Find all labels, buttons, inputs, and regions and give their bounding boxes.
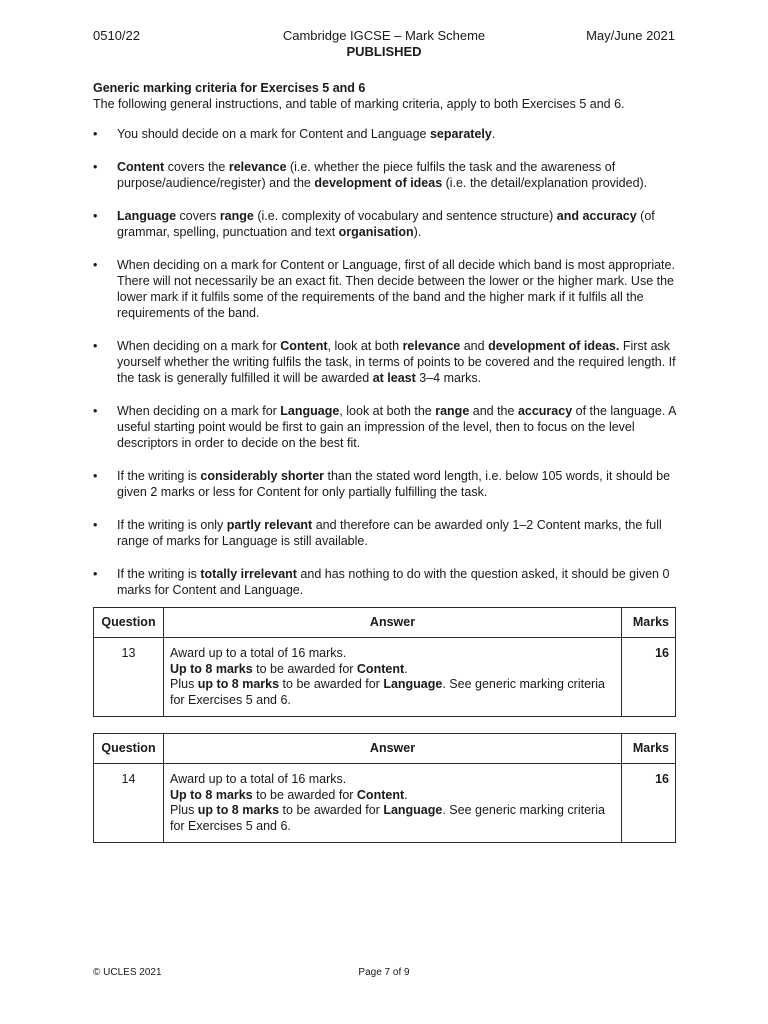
- answer-line: [170, 646, 615, 662]
- mark-table-question-14: [93, 733, 676, 843]
- text-run: If the writing is: [117, 567, 201, 581]
- question-number: 13: [94, 638, 164, 717]
- criteria-bullet: [93, 338, 676, 386]
- marks-value: 16: [622, 638, 676, 717]
- generic-criteria-section: [93, 80, 676, 615]
- text-run: . See generic marking criteria for Exercises 5 and 6.: [170, 803, 605, 833]
- bold-text: partly relevant: [226, 518, 313, 532]
- text-run: If the writing is: [117, 469, 201, 483]
- bold-text: separately: [429, 127, 492, 141]
- text-run: to be awarded for: [279, 677, 384, 691]
- answer-line: [170, 662, 615, 678]
- bold-text: Content: [356, 787, 405, 802]
- answer-line: [170, 788, 615, 804]
- table-header-row: [94, 608, 676, 638]
- text-run: You should decide on a mark for Content and Language: [117, 127, 430, 141]
- published-label: PUBLISHED: [346, 44, 422, 59]
- text-run: (i.e. the detail/explanation provided).: [442, 176, 648, 190]
- bold-text: relevance: [228, 160, 287, 174]
- table-row: [94, 764, 676, 843]
- answer-line: [170, 772, 615, 788]
- bold-text: Language: [383, 803, 443, 817]
- text-run: .: [404, 787, 408, 802]
- bold-text: Language: [280, 404, 340, 418]
- bold-text: development of ideas.: [488, 339, 620, 353]
- answer-cell: [164, 638, 622, 717]
- mark-table-question-13: [93, 607, 676, 717]
- section-title: Generic marking criteria for Exercises 5 and 6: [93, 81, 366, 95]
- answer-header: Answer: [164, 608, 622, 638]
- bold-text: organisation: [338, 225, 414, 239]
- criteria-bullet: [93, 566, 676, 598]
- bold-text: up to 8 marks: [197, 677, 280, 691]
- answer-cell: [164, 764, 622, 843]
- text-run: Award up to a total of 16 marks.: [170, 646, 347, 660]
- question-number: 14: [94, 764, 164, 843]
- bold-text: relevance: [402, 339, 461, 353]
- text-run: to be awarded for: [279, 803, 384, 817]
- answer-line: [170, 677, 615, 708]
- marks-value: 16: [622, 764, 676, 843]
- criteria-list: [93, 126, 676, 598]
- criteria-bullet: [93, 403, 676, 451]
- text-run: Plus: [170, 803, 198, 817]
- criteria-bullet: [93, 257, 676, 321]
- bold-text: range: [219, 209, 254, 223]
- text-run: and the: [469, 404, 518, 418]
- bold-text: up to 8 marks: [197, 803, 280, 817]
- criteria-bullet: [93, 126, 676, 142]
- bold-text: at least: [372, 371, 416, 385]
- text-run: When deciding on a mark for Content or Language, first of all decide which band is most appropriate. There will not necessarily be an exact fit. Then decide between the lower or the higher mark. Use the lower mark if it fulfils some of the requirements of the band and the higher mark if it fulfils all the requirements of the band.: [117, 258, 675, 320]
- text-run: .: [491, 127, 496, 141]
- copyright-notice: © UCLES 2021: [93, 967, 162, 978]
- text-run: (of grammar, spelling, punctuation and text: [117, 209, 655, 239]
- bold-text: Content: [356, 661, 405, 676]
- bold-text: Up to 8 marks: [170, 787, 253, 802]
- section-intro: The following general instructions, and table of marking criteria, apply to both Exercises 5 and 6.: [93, 97, 625, 111]
- text-run: .: [404, 661, 408, 676]
- text-run: , look at both: [327, 339, 403, 353]
- bold-text: Content: [280, 339, 328, 353]
- text-run: (i.e. whether the piece fulfils the task and the awareness of purpose/audience/register) and the: [117, 160, 616, 190]
- question-header: Question: [94, 734, 164, 764]
- criteria-bullet: [93, 208, 676, 240]
- text-run: covers the: [164, 160, 229, 174]
- exam-session: May/June 2021: [586, 28, 675, 43]
- bold-text: totally irrelevant: [200, 567, 297, 581]
- text-run: Award up to a total of 16 marks.: [170, 772, 347, 786]
- text-run: , look at both the: [339, 404, 436, 418]
- text-run: . See generic marking criteria for Exercises 5 and 6.: [170, 677, 605, 707]
- text-run: When deciding on a mark for: [117, 339, 281, 353]
- bold-text: considerably shorter: [200, 469, 325, 483]
- question-header: Question: [94, 608, 164, 638]
- criteria-bullet: [93, 468, 676, 500]
- text-run: than the stated word length, i.e. below 105 words, it should be given 2 marks or less for Content for only partially fulfilling the task.: [117, 469, 671, 499]
- bold-text: Language: [383, 677, 443, 691]
- text-run: to be awarded for: [252, 787, 357, 802]
- answer-line: [170, 803, 615, 834]
- criteria-bullet: [93, 517, 676, 549]
- bold-text: Content: [117, 160, 165, 174]
- bold-text: and accuracy: [556, 209, 637, 223]
- bold-text: Up to 8 marks: [170, 661, 253, 676]
- text-run: covers: [176, 209, 220, 223]
- marks-header: Marks: [622, 608, 676, 638]
- marks-header: Marks: [622, 734, 676, 764]
- table-header-row: [94, 734, 676, 764]
- text-run: First ask yourself whether the writing fulfils the task, in terms of points to be covered and the required length. If the task is generally fulfilled it will be awarded: [117, 339, 676, 385]
- table-row: [94, 638, 676, 717]
- text-run: (i.e. complexity of vocabulary and sentence structure): [253, 209, 557, 223]
- page-number: Page 7 of 9: [358, 967, 410, 978]
- text-run: and therefore can be awarded only 1–2 Content marks, the full range of marks for Language is still available.: [117, 518, 662, 548]
- text-run: Plus: [170, 677, 198, 691]
- text-run: and: [460, 339, 489, 353]
- text-run: of the language. A useful starting point would be first to gain an impression of the level, then to focus on the level descriptors in order to decide on the best fit.: [117, 404, 676, 450]
- text-run: to be awarded for: [252, 661, 357, 676]
- answer-header: Answer: [164, 734, 622, 764]
- syllabus-code: 0510/22: [93, 28, 140, 43]
- text-run: When deciding on a mark for: [117, 404, 281, 418]
- text-run: ).: [413, 225, 422, 239]
- criteria-bullet: [93, 159, 676, 191]
- bold-text: Language: [117, 209, 177, 223]
- text-run: and has nothing to do with the question asked, it should be given 0 marks for Content and Language.: [117, 567, 670, 597]
- bold-text: range: [435, 404, 470, 418]
- bold-text: development of ideas: [314, 176, 443, 190]
- text-run: If the writing is only: [117, 518, 227, 532]
- document-title: Cambridge IGCSE – Mark Scheme: [282, 28, 486, 43]
- text-run: 3–4 marks.: [415, 371, 482, 385]
- bold-text: accuracy: [517, 404, 573, 418]
